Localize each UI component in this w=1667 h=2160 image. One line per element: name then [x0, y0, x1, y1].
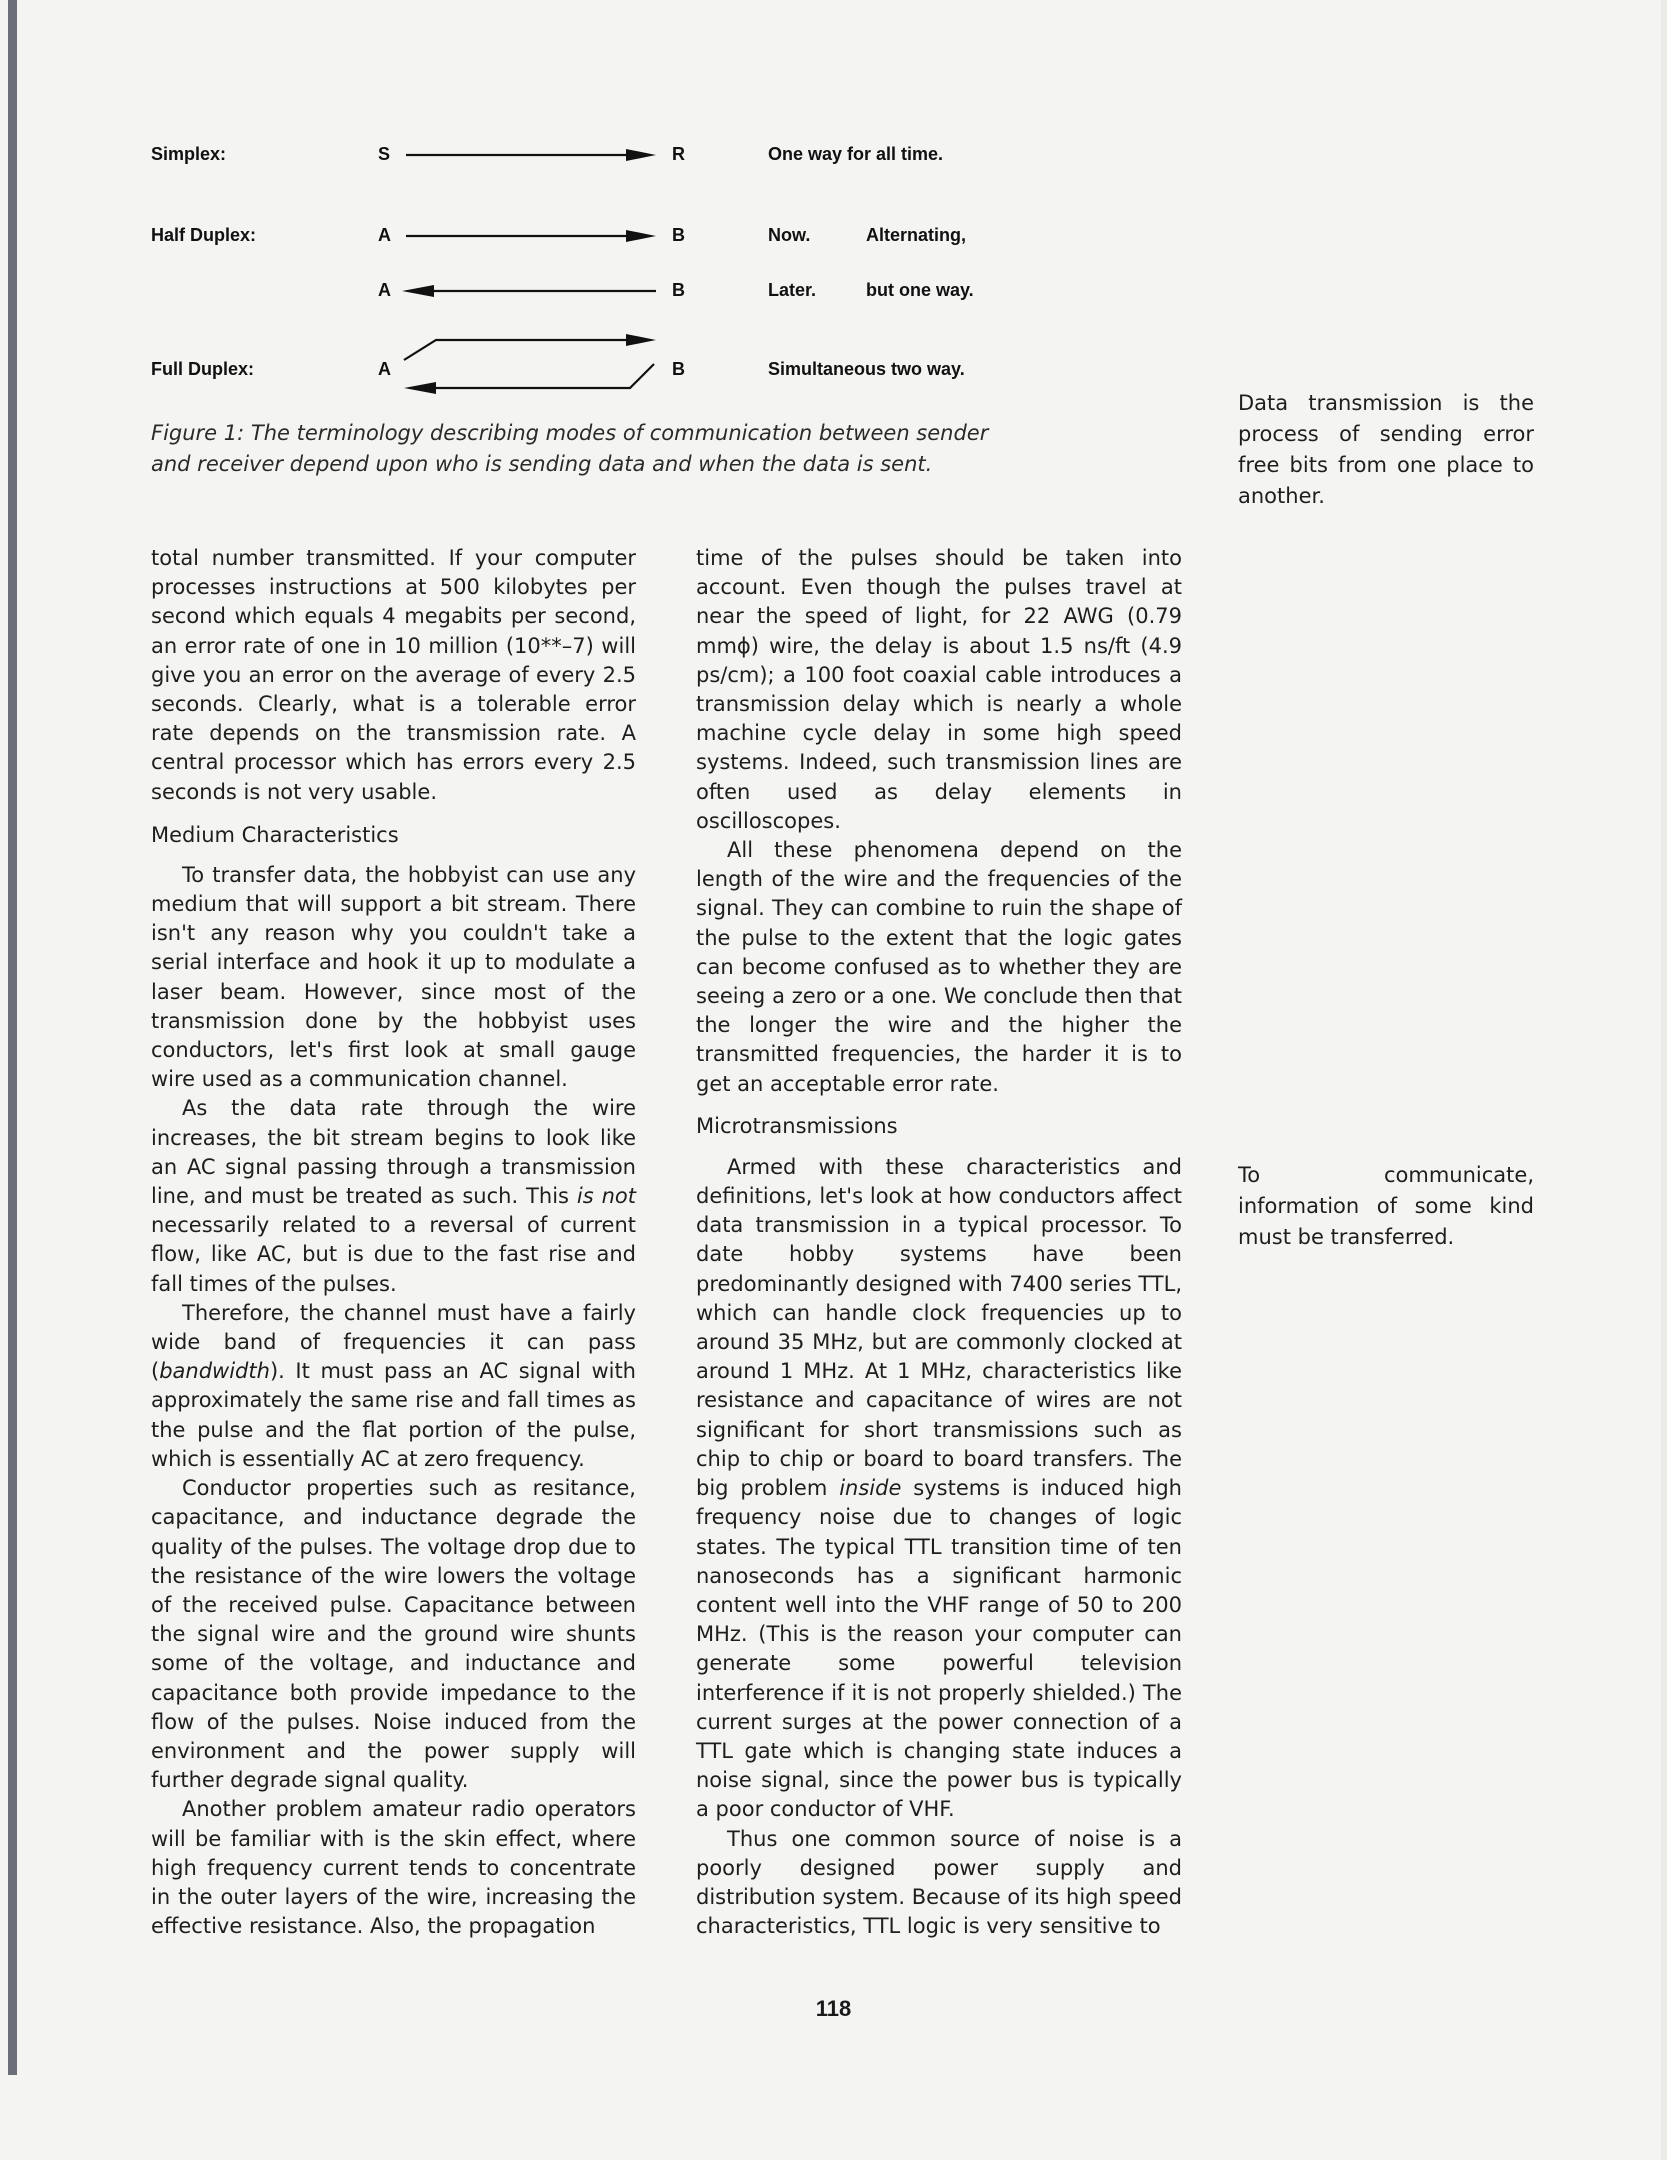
paragraph	[151, 1094, 636, 1298]
half-duplex-1-to: B	[672, 225, 685, 245]
full-duplex-lower-arrow	[434, 364, 654, 388]
paragraph: To transfer data, the hobbyist can use any medium that will support a bit stream. There isn't any reason why you couldn't take a serial interface and hook it up to modulate a laser beam. However, since most of the transmission done by the hobbyist uses conductors, let's first look at small gauge wire used as a communication channel.	[151, 862, 636, 1092]
half-duplex-arrow-2-head	[402, 285, 434, 297]
paragraph-text: Armed with these characteristics and definitions, let's look at how conductors affect data transmission in a typical processor. To date hobby systems have been predominantly designed with 7400 series TTL, which can handle clock frequencies up to around 35 MHz, but are commonly clocked at around 1 MHz. At 1 MHz, characteristics like resistance and capacitance of wires are not significant for short transmissions such as chip to chip or board to board transfers. The big problem	[696, 1154, 1183, 1501]
half-duplex-label: Half Duplex:	[151, 225, 257, 245]
page-number: 118	[815, 1996, 852, 2021]
simplex-label: Simplex:	[151, 144, 227, 164]
sidenote-data-transmission: Data transmission is the process of sending error free bits from one place to another.	[1238, 391, 1534, 508]
simplex-description: One way for all time.	[768, 144, 944, 164]
paragraph-text: necessarily related to a reversal of current flow, like AC, but is due to the fast rise and fall times of the pulses.	[151, 1213, 636, 1296]
half-duplex-1-from: A	[378, 225, 391, 245]
emphasis-text: bandwidth	[159, 1359, 270, 1384]
paragraph-text: systems is induced high frequency noise due to changes of logic states. The typical TTL transition time of ten nanoseconds has a significant harmonic content well into the VHF range of 50 to 200 MHz. (This is the reason your computer can generate some powerful television interference if it is not properly shielded.) The current surges at the power connection of a TTL gate which is changing state induces a noise signal, since the power bus is typically a poor conductor of VHF.	[696, 1476, 1182, 1822]
emphasis-text: is not	[576, 1184, 637, 1209]
figure-diagram	[0, 0, 1667, 420]
full-duplex-upper-arrow	[404, 340, 628, 360]
paragraph	[151, 1299, 636, 1474]
paragraph: All these phenomena depend on the length of the wire and the frequencies of the signal. They can combine to ruin the shape of the pulse to the extent that the logic gates can become confused as to whether they are seeing a zero or a one. We conclude then that the longer the wire and the higher the transmitted frequencies, the harder it is to get an acceptable error rate.	[696, 838, 1182, 1096]
simplex-from: S	[378, 144, 391, 164]
simplex-arrow-head	[626, 149, 656, 161]
full-duplex-label: Full Duplex:	[151, 359, 254, 379]
figure-caption: Figure 1: The terminology describing modes of communication between sender and receiver depend upon who is sending data and when the data is sent.	[151, 421, 989, 476]
full-duplex-upper-head	[626, 334, 656, 346]
paragraph-text: Therefore, the channel must have a fairly wide band of frequencies it can pass (	[151, 1300, 636, 1384]
paragraph: total number transmitted. If your computer processes instructions at 500 kilobytes per second which equals 4 megabits per second, an error rate of one in 10 million (10**–7) will give you an error on the average of every 2.5 seconds. Clearly, what is a tolerable error rate depends on the transmission rate. A central processor which has errors every 2.5 seconds is not very usable.	[151, 546, 636, 804]
paragraph-text: ). It must pass an AC signal with approximately the same rise and fall times as the pulse and the flat portion of the pulse, which is essentially AC at zero frequency.	[151, 1359, 636, 1471]
half-duplex-arrow-1-head	[626, 230, 656, 242]
paragraph: Another problem amateur radio operators will be familiar with is the skin effect, where high frequency current tends to concentrate in the outer layers of the wire, increasing the effective resistance. Also, the propagation	[151, 1797, 636, 1939]
paragraph: time of the pulses should be taken into account. Even though the pulses travel at near the speed of light, for 22 AWG (0.79 mmϕ) wire, the delay is about 1.5 ns/ft (4.9 ps/cm); a 100 foot coaxial cable introduces a transmission delay which is nearly a whole machine cycle delay in some high speed systems. Indeed, such transmission lines are often used as delay elements in oscilloscopes.	[696, 546, 1182, 833]
emphasis-text: inside	[839, 1476, 902, 1501]
full-duplex-to: B	[672, 359, 685, 379]
paragraph-text: As the data rate through the wire increases, the bit stream begins to look like an AC signal passing through a transmission line, and must be treated as such. This	[151, 1096, 636, 1209]
paragraph	[696, 1153, 1182, 1825]
paragraph: Conductor properties such as resitance, capacitance, and inductance degrade the quality of the pulses. The voltage drop due to the resistance of the wire lowers the voltage of the received pulse. Capacitance between the signal wire and the ground wire shunts some of the voltage, and inductance and capacitance both provide impedance to the flow of the pulses. Noise induced from the environment and the power supply will further degrade signal quality.	[151, 1476, 636, 1793]
full-duplex-lower-head	[404, 382, 436, 394]
section-heading-medium-characteristics: Medium Characteristics	[151, 822, 399, 847]
section-heading-microtransmissions: Microtransmissions	[696, 1113, 898, 1138]
full-duplex-from: A	[378, 359, 391, 379]
paragraph: Thus one common source of noise is a poorly designed power supply and distribution system. Because of its high speed characteristics, TTL logic is very sensitive to	[696, 1826, 1182, 1939]
arrows-svg	[0, 0, 1667, 420]
text-column-left	[151, 544, 636, 1941]
full-duplex-description: Simultaneous two way.	[768, 359, 965, 379]
half-duplex-alternating: Alternating,	[866, 225, 967, 245]
text-column-right	[696, 544, 1182, 1941]
sidenote-communicate: To communicate, information of some kind must be transferred.	[1238, 1163, 1534, 1249]
half-duplex-later: Later.	[768, 280, 817, 300]
half-duplex-2-from: A	[378, 280, 391, 300]
half-duplex-one-way: but one way.	[866, 280, 974, 300]
half-duplex-2-to: B	[672, 280, 685, 300]
half-duplex-now: Now.	[768, 225, 811, 245]
simplex-to: R	[672, 144, 685, 164]
